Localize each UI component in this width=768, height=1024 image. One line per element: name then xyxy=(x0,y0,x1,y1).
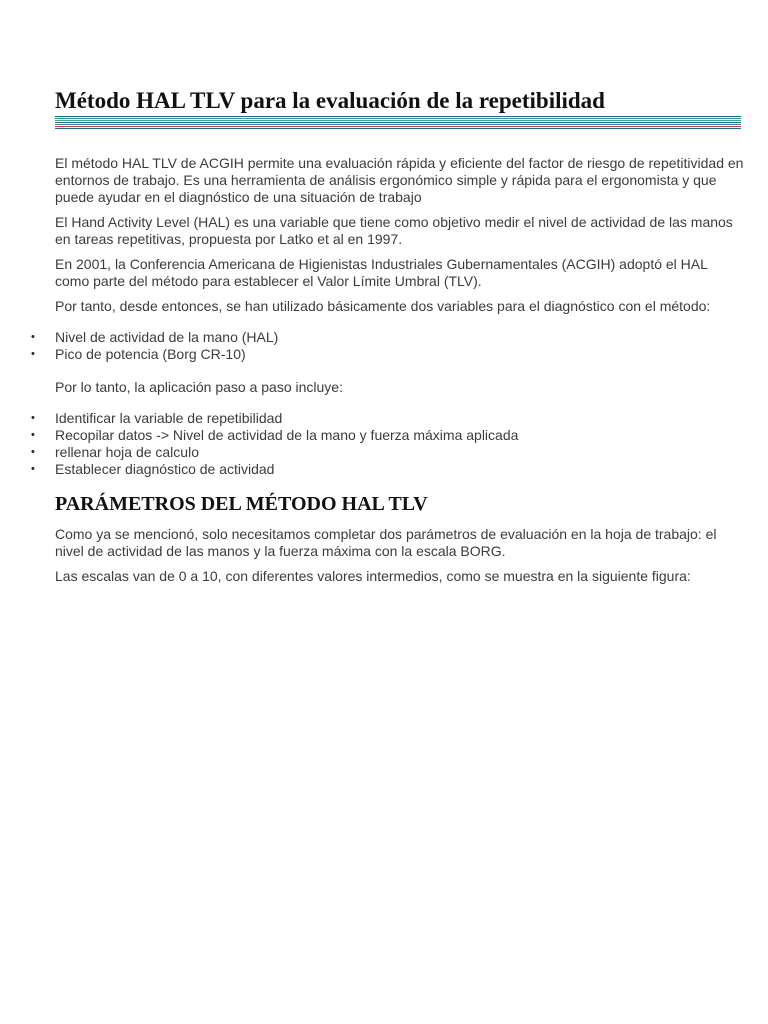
rule-stripe xyxy=(55,128,741,129)
rule-stripe xyxy=(55,126,741,127)
rule-stripe xyxy=(55,116,741,117)
bullet-icon: • xyxy=(31,429,35,441)
document-title: Método HAL TLV para la evaluación de la repetibilidad xyxy=(55,88,605,113)
list-item-text: Establecer diagnóstico de actividad xyxy=(55,461,275,477)
rule-stripe xyxy=(55,124,741,125)
scales-paragraph: Las escalas van de 0 a 10, con diferentes valores intermedios, como se muestra en la siguiente figura: xyxy=(55,568,691,584)
intro-paragraph: El método HAL TLV de ACGIH permite una evaluación rápida y eficiente del factor de riesgo de repetitividad en entornos de trabajo. Es una herramienta de análisis ergonómico simple y rápida para el ergonomista y que puede ayudar en el diagnóstico de una situación de trabajo xyxy=(55,155,744,205)
list-item xyxy=(0,461,745,478)
rule-stripe xyxy=(55,122,741,123)
rule-stripe xyxy=(55,118,741,119)
variables-list xyxy=(0,329,745,363)
list-item xyxy=(0,329,745,346)
list-item-text: Recopilar datos -> Nivel de actividad de la mano y fuerza máxima aplicada xyxy=(55,427,519,443)
bullet-icon: • xyxy=(31,348,35,360)
list-item xyxy=(0,410,745,427)
list-item-text: Identificar la variable de repetibilidad xyxy=(55,410,283,426)
list-item xyxy=(0,427,745,444)
variables-intro-paragraph: Por tanto, desde entonces, se han utilizado básicamente dos variables para el diagnóstico con el método: xyxy=(55,298,711,314)
steps-list xyxy=(0,410,745,478)
list-item xyxy=(0,346,745,363)
bullet-icon: • xyxy=(31,463,35,475)
list-item-text: Pico de potencia (Borg CR-10) xyxy=(55,346,246,362)
params-paragraph: Como ya se mencionó, solo necesitamos completar dos parámetros de evaluación en la hoja de trabajo: el nivel de actividad de las manos y la fuerza máxima con la escala BORG. xyxy=(55,526,717,559)
hal-definition-paragraph: El Hand Activity Level (HAL) es una variable que tiene como objetivo medir el nivel de actividad de las manos en tareas repetitivas, propuesta por Latko et al en 1997. xyxy=(55,214,733,247)
list-item xyxy=(0,444,745,461)
steps-intro-paragraph: Por lo tanto, la aplicación paso a paso incluye: xyxy=(55,379,343,395)
acgih-paragraph: En 2001, la Conferencia Americana de Higienistas Industriales Gubernamentales (ACGIH) adoptó el HAL como parte del método para establecer el Valor Límite Umbral (TLV). xyxy=(55,256,708,289)
bullet-icon: • xyxy=(31,412,35,424)
list-item-text: rellenar hoja de calculo xyxy=(55,444,199,460)
title-decorative-rule xyxy=(55,116,741,132)
document-body xyxy=(31,155,745,593)
bullet-icon: • xyxy=(31,446,35,458)
section-title-parametros: PARÁMETROS DEL MÉTODO HAL TLV xyxy=(55,493,428,515)
rule-stripe xyxy=(55,120,741,121)
list-item-text: Nivel de actividad de la mano (HAL) xyxy=(55,329,279,345)
bullet-icon: • xyxy=(31,331,35,343)
